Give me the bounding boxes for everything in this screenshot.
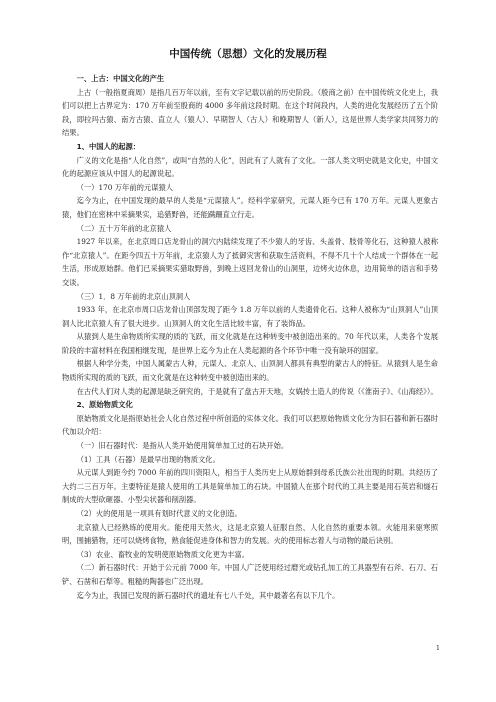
- paragraph: （二）新石器时代：开始于公元前 7000 年。中国人广泛使用经过磨光或钻孔加工的工具器型有石斧、石刀、石铲、石凿和石犁等。粗糙的陶器也广泛出现。: [62, 563, 438, 586]
- section-heading: [62, 72, 438, 86]
- subheading: （三）1．8 万年前的北京山顶洞人: [76, 291, 191, 301]
- subheading: 2、原始物质文化: [76, 400, 133, 410]
- paragraph: （2）火的使用是一项具有划时代意义的文化创造。: [76, 509, 242, 518]
- subheading: （一）170 万年前的元谋猿人: [76, 182, 174, 192]
- paragraph: 迄今为止，在中国发现的最早的人类是“元谋猿人”。经科学家研究，元谋人距今已有 170 万年。元谋人更象古猿，他们在密林中采摘果实，追猎野兽，还能蹒跚直立行走。: [62, 196, 438, 219]
- paragraph: 1927 年以来，在北京周口店龙骨山的洞穴内陆续发现了不少猿人的牙齿、头盖骨、肢骨等化石，这种猿人被称作“北京猿人”。在距今四五十万年前，北京猿人为了抵御灾害和获取生活资料，不得不几十个人结成一个群体在一起生活，形成原始群。他们已采摘果实猎取野兽，到晚上返回龙骨山的山洞里，边烤火边休息，边用简单的语言和手势交谈。: [62, 237, 438, 287]
- paragraph: （3）农业、畜牧业的发明使原始物质文化更为丰富。: [76, 549, 250, 559]
- page-title: 中国传统（思想）文化的发展历程: [169, 48, 327, 60]
- paragraph: 北京猿人已经熟练的使用火。能使用天然火，这是北京猿人征服自然、人化自然的重要本领。火能用来驱寒照明，围捕猎物，还可以烧烤食物，熟食能促进身体和智力的发展。火的使用标志着人与动物的最后诀别。: [62, 522, 438, 546]
- paragraph: 1933 年，在北京市周口店龙骨山顶部发现了距今 1.8 万年以前的人类遗骨化石。这种人被称为“山顶洞人”山顶洞人比北京猿人有了很大进步。山顶洞人的文化生活比较丰富，有了装饰品。: [62, 305, 438, 328]
- document-body: [62, 72, 438, 602]
- paragraph: 从元谋人到距今约 7000 年前的四川资阳人，相当于人类历史上从原始群到母系氏族公社出现的时期。共经历了大约二三百万年。主要特征是猿人使用的工具是简单加工的石块。中国猿人在那个时代的工具主要是用石英岩和燧石制成的大型砍砸器、小型尖状器和削刮器。: [62, 468, 438, 505]
- subheading: 1、中国人的起源：: [76, 141, 141, 151]
- subheading: （二）五十万年前的北京猿人: [76, 223, 172, 233]
- section-heading-text: 一、上古：中国文化的产生: [76, 74, 165, 83]
- paragraph: 根据人种学分类，中国人属蒙古人种，元谋人、北京人、山顶洞人都具有典型的蒙古人的特征。从猿到人是生命物质所实现的质的飞跃，而文化就是在这种转变中被创造出来的。: [62, 359, 438, 383]
- paragraph: 迄今为止，我国已发现的新石器时代的遗址有七八千处，其中最著名有以下几个。: [76, 590, 340, 600]
- paragraph: （一）旧石器时代：是指从人类开始使用简单加工过的石块开始。: [76, 441, 289, 451]
- page-number: 1: [435, 644, 440, 652]
- paragraph: 上古（一般指夏商周）是指几百万年以前，至有文字记载以前的历史阶段。（殷商之前）在中国传统文化史上，我们可以把上古界定为：170 万年前至殷商的 4000 多年前这段时期。在这个时间段内，人类的进化发展经历了五个阶段，即拉玛古猿、南方古猿、直立人（猿人）、早期智人（古人）和晚期智人（新人），这是世界人类学家共同努力的结果。: [62, 87, 438, 138]
- paragraph: 从猿到人是生命物质所实现的质的飞跃，而文化就是在这种转变中被创造出来的。70 年代以来，人类各个发展阶段的丰富材料在我国相继发现，是世界上迄今为止在人类起源的各个环节中唯一没有缺环的国家。: [62, 332, 438, 355]
- paragraph: 在古代人们对人类的起源是缺乏研究的，于是就有了盘古开天地，女娲抟土造人的传说（《淮南子》、《山海经》）。: [76, 386, 438, 396]
- paragraph: （1）工具（石器）是最早出现的物质文化。: [76, 454, 220, 464]
- paragraph: 原始物质文化是指原始社会人化自然过程中所创造的实体文化。我们可以把原始物质文化分为旧石器和新石器时代加以介绍：: [62, 413, 438, 437]
- paragraph: 广义的文化是指“人化自然”，或叫“自然的人化”，因此有了人就有了文化。一部人类文明史就是文化史，中国文化的起源应该从中国人的起源说起。: [62, 155, 438, 179]
